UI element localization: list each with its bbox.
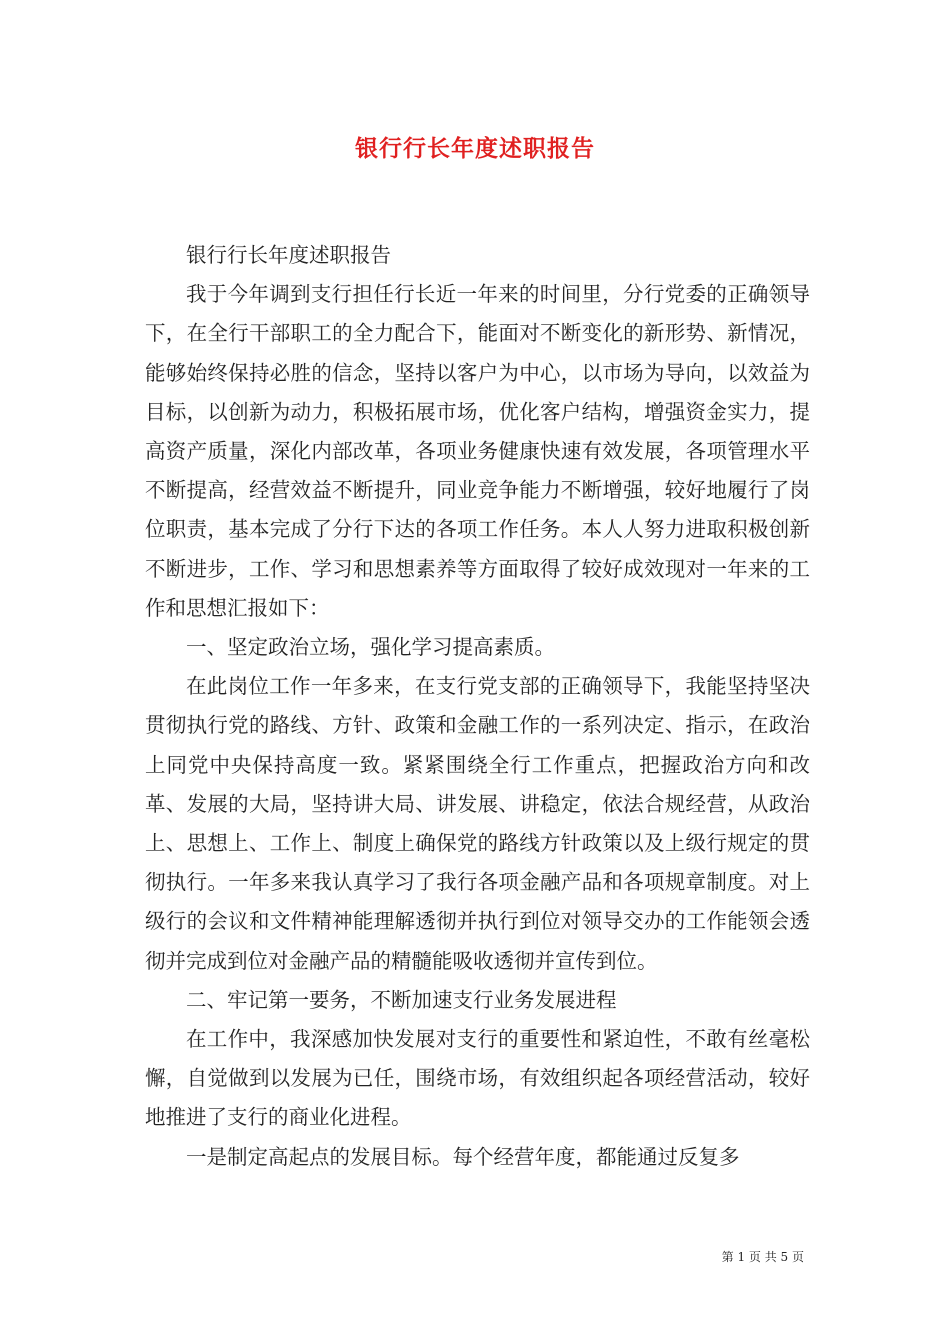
section-heading-1: 一、坚定政治立场，强化学习提高素质。 — [186, 635, 555, 660]
paragraph-heading: 银行行长年度述职报告 — [186, 243, 391, 267]
document-title: 银行行长年度述职报告 — [355, 135, 595, 162]
paragraph-intro: 我于今年调到支行担任行长近一年来的时间里，分行党委的正确领导下，在全行干部职工的全力配合下，能面对不断变化的新形势、新情况，能够始终保持必胜的信念，坚持以客户为中心，以市场为导向，以效益为目标，以创新为动力，积极拓展市场，优化客户结构，增强资金实力，提高资产质量，深化内部改革，各项业务健康快速有效发展，各项管理水平不断提高，经营效益不断提升，同业竞争能力不断增强，较好地履行了岗位职责，基本完成了分行下达的各项工作任务。本人人努力进取积极创新不断进步，工作、学习和思想素养等方面取得了较好成效现对一年来的工作和思想汇报如下： — [145, 282, 810, 620]
paragraph-section-2: 在工作中，我深感加快发展对支行的重要性和紧迫性，不敢有丝毫松懈，自觉做到以发展为已任，围绕市场，有效组织起各项经营活动，较好地推进了支行的商业化进程。 — [145, 1027, 810, 1130]
paragraph-point-1: 一是制定高起点的发展目标。每个经营年度，都能通过反复多 — [186, 1144, 740, 1169]
document-body — [145, 236, 810, 1177]
page-number: 第 1 页 共 5 页 — [721, 1250, 804, 1264]
paragraph-section-1: 在此岗位工作一年多来，在支行党支部的正确领导下，我能坚持坚决贯彻执行党的路线、方针、政策和金融工作的一系列决定、指示，在政治上同党中央保持高度一致。紧紧围绕全行工作重点，把握政治方向和改革、发展的大局，坚持讲大局、讲发展、讲稳定，依法合规经营，从政治上、思想上、工作上、制度上确保党的路线方针政策以及上级行规定的贯彻执行。一年多来我认真学习了我行各项金融产品和各项规章制度。对上级行的会议和文件精神能理解透彻并执行到位对领导交办的工作能领会透彻并完成到位对金融产品的精髓能吸收透彻并宣传到位。 — [145, 674, 810, 973]
section-heading-2: 二、牢记第一要务，不断加速支行业务发展进程 — [186, 987, 617, 1012]
